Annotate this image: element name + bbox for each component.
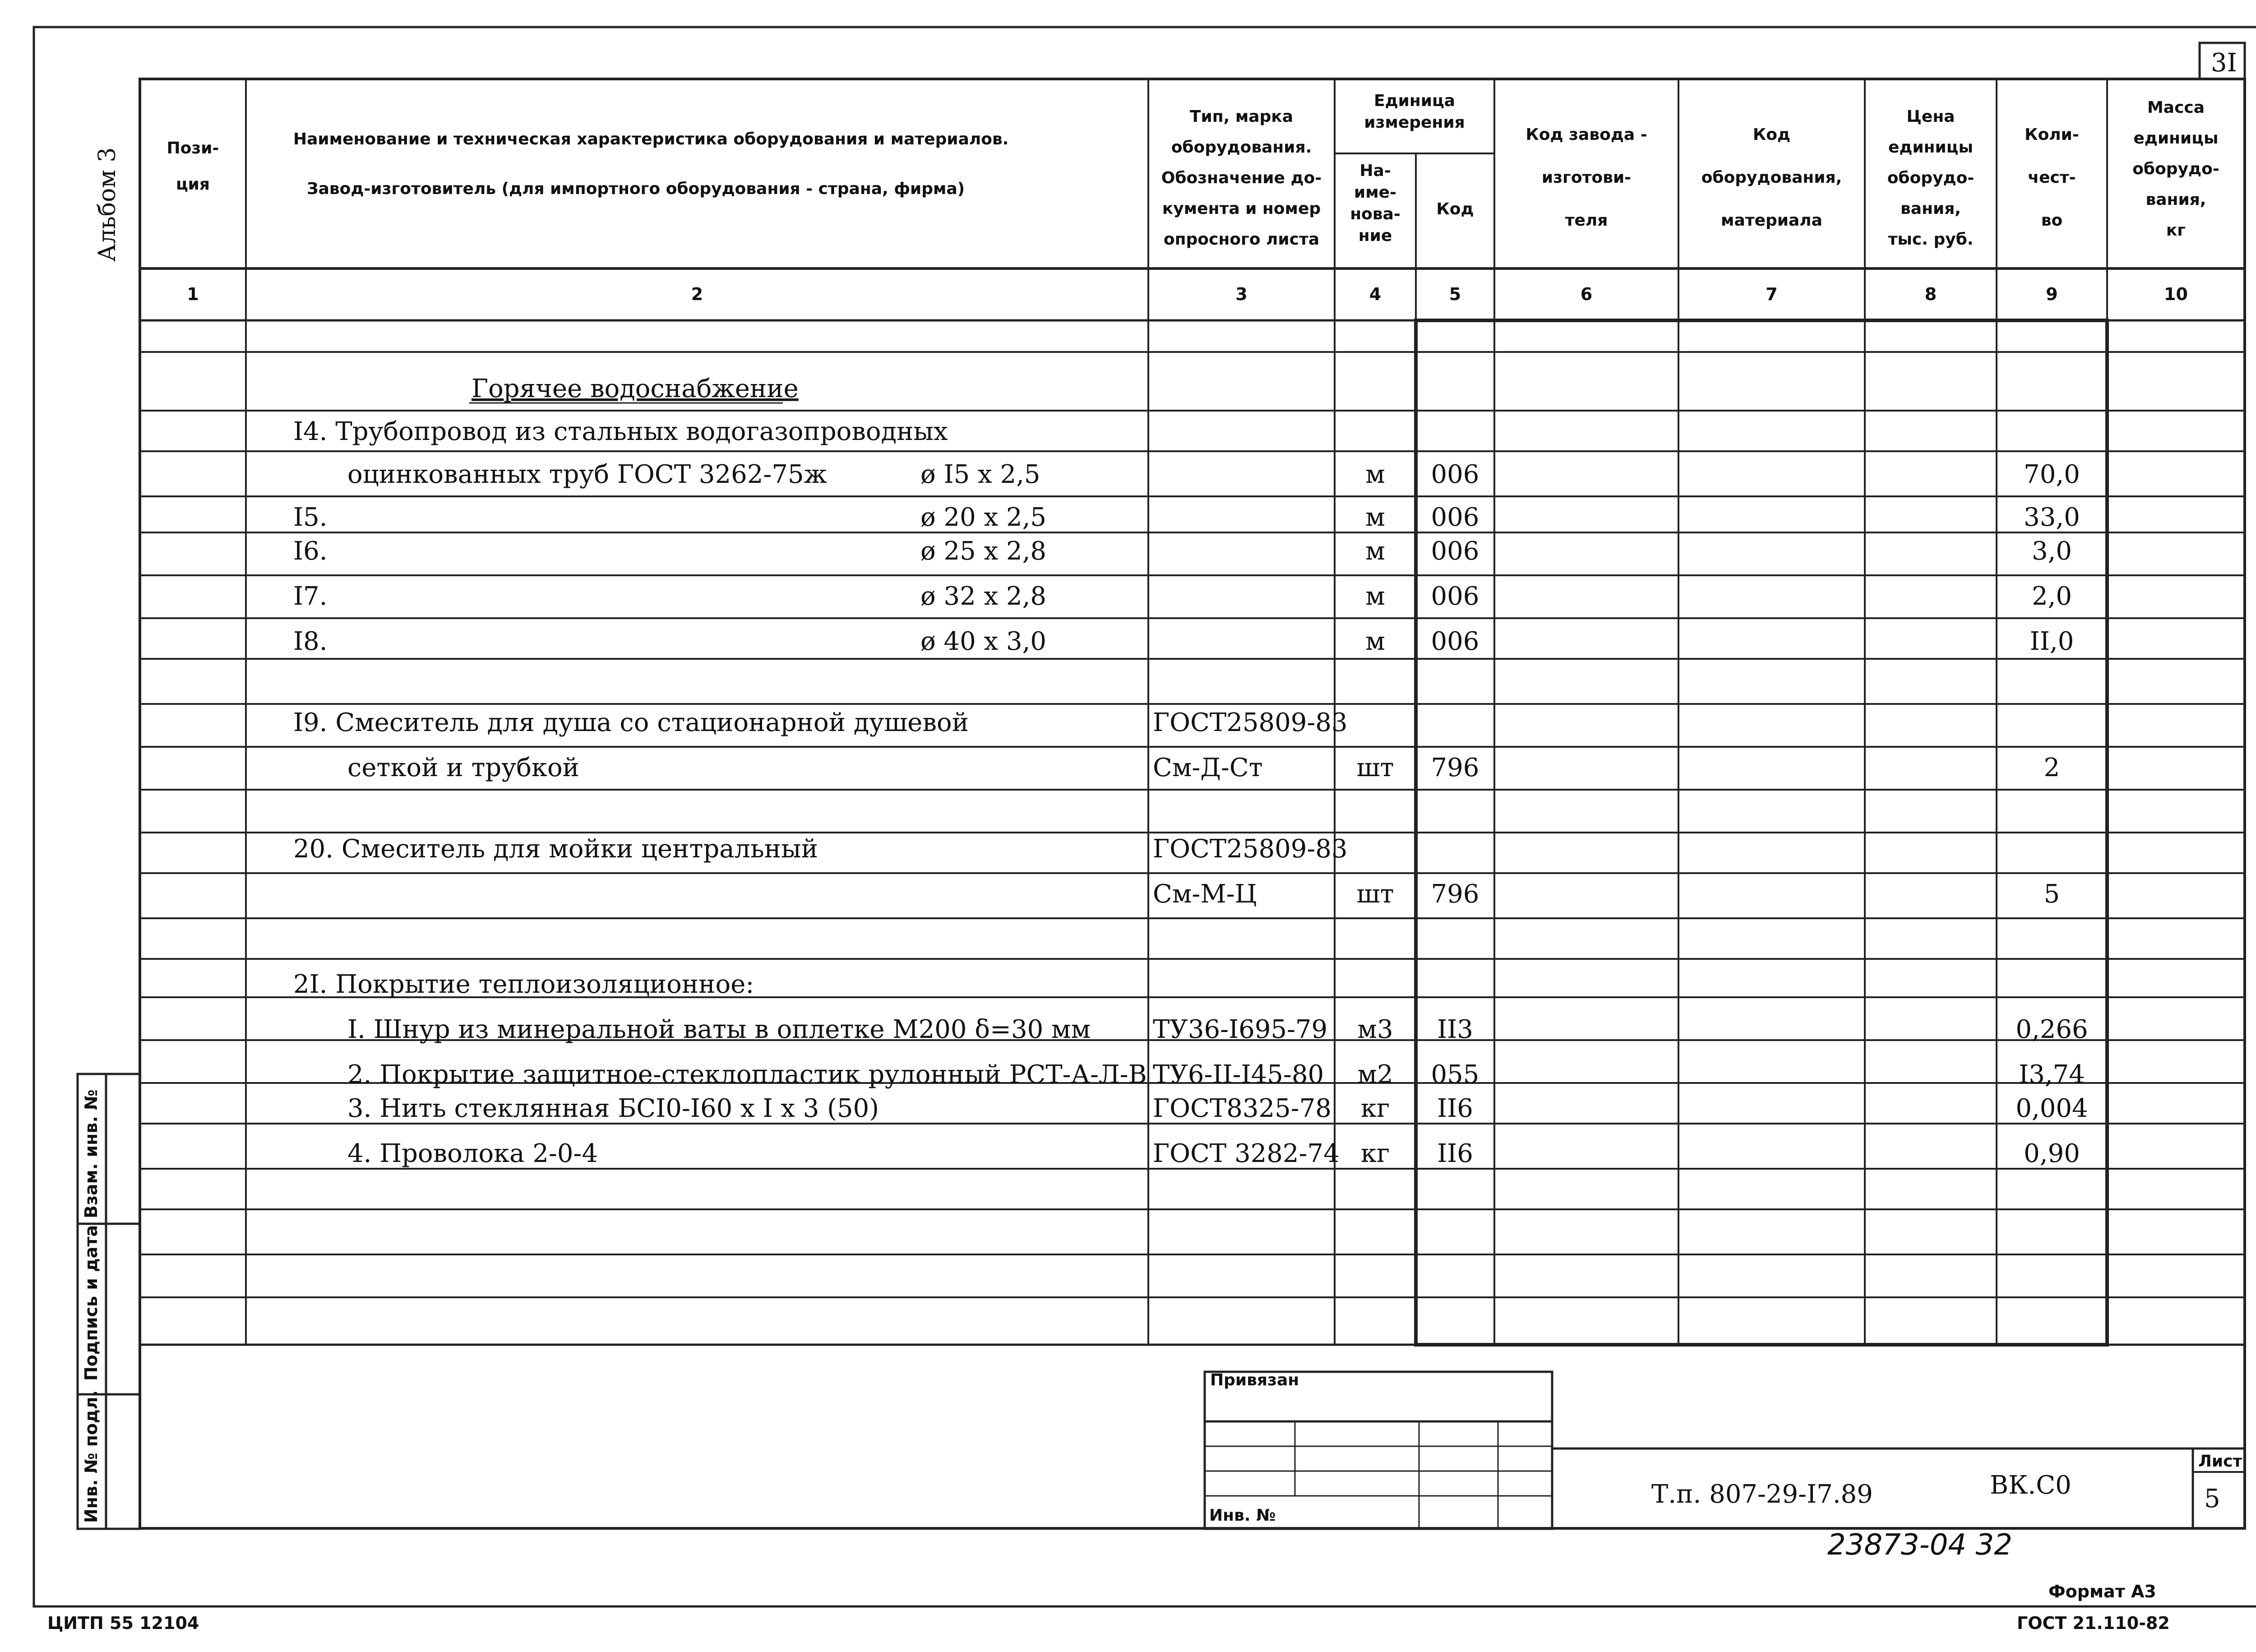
column-number-5: 5 — [1449, 284, 1461, 304]
row-unit-name: м — [1365, 627, 1385, 656]
list-number: 5 — [2204, 1484, 2220, 1513]
row-quantity: 5 — [2043, 879, 2060, 909]
sheet-code: ВК.С0 — [1990, 1471, 2071, 1500]
row-name: I7. — [293, 582, 328, 611]
column-number-6: 6 — [1580, 284, 1593, 304]
row-name: I4. Трубопровод из стальных водогазопроводных — [293, 417, 948, 446]
vzam-inv-label: Взам. инв. № — [81, 1089, 101, 1218]
header-tip-marka-line-3: кумента и номер — [1162, 199, 1321, 218]
header-kod-oborudovaniya-line-0: Код — [1752, 125, 1791, 144]
row-unit-name: м — [1365, 503, 1385, 532]
document-code: Т.п. 807-29-I7.89 — [1651, 1480, 1873, 1509]
header-kod-zavoda-line-0: Код завода - — [1526, 125, 1647, 144]
header-tip-marka-line-4: опросного листа — [1163, 230, 1320, 249]
row-unit-code: 796 — [1431, 879, 1479, 909]
header-tsena-line-4: тыс. руб. — [1888, 230, 1974, 249]
header-tsena-line-1: единицы — [1888, 138, 1974, 157]
row-unit-code: 796 — [1431, 753, 1479, 782]
header-tip-marka-line-0: Тип, марка — [1189, 107, 1294, 126]
podpis-data-label: Подпись и дата — [81, 1225, 101, 1381]
header-massa-line-4: кг — [2166, 221, 2186, 240]
header-edinitsa-line-1: измерения — [1364, 113, 1465, 132]
row-type-mark: ГОСТ 3282-74 — [1153, 1139, 1340, 1168]
row-type-mark: ГОСТ25809-83 — [1153, 708, 1348, 737]
header-naimenovanie-ed-line-3: ние — [1358, 227, 1392, 245]
row-unit-name: м — [1365, 582, 1385, 611]
header-naimenovanie-ed-line-1: име- — [1354, 183, 1397, 202]
header-kolichestvo-line-2: во — [2041, 211, 2063, 230]
column-number-2: 2 — [691, 284, 703, 304]
row-name: I6. — [293, 537, 328, 566]
handwritten-number: 23873-04 32 — [1827, 1528, 2012, 1562]
header-tsena-line-0: Цена — [1906, 107, 1955, 126]
header-naimenovanie-line-0: Наименование и техническая характеристика оборудования и материалов. — [293, 130, 1009, 148]
table-row — [293, 708, 1348, 737]
row-name: 2. Покрытие защитное-стеклопластик рулонный РСТ-А-Л-В — [347, 1060, 1147, 1089]
row-name: оцинкованных труб ГОСТ 3262-75ж — [347, 460, 828, 489]
row-name: 4. Проволока 2-0-4 — [347, 1139, 598, 1168]
footer-left: ЦИТП 55 12104 — [47, 1613, 199, 1633]
header-massa-line-2: оборудо- — [2132, 160, 2219, 178]
row-name: 3. Нить стеклянная БСI0-I60 х I х 3 (50) — [347, 1094, 879, 1123]
header-kolichestvo-line-0: Коли- — [2025, 125, 2079, 144]
row-unit-name: м — [1365, 460, 1385, 489]
row-quantity: 0,90 — [2024, 1139, 2080, 1168]
row-quantity: 2,0 — [2031, 582, 2072, 611]
inv-podl-label: Инв. № подл. — [81, 1390, 101, 1523]
column-number-1: 1 — [187, 284, 199, 304]
row-quantity: 3,0 — [2031, 537, 2072, 566]
album-label: Альбом 3 — [94, 147, 121, 262]
row-unit-code: 006 — [1431, 627, 1479, 656]
header-kod-zavoda-line-1: изготови- — [1541, 168, 1632, 187]
header-tip-marka-line-1: оборудования. — [1171, 138, 1312, 157]
row-name: I8. — [293, 627, 328, 656]
section-title: Горячее водоснабжение — [472, 374, 799, 403]
row-dimension: ø 32 х 2,8 — [920, 582, 1047, 611]
column-number-3: 3 — [1235, 284, 1248, 304]
row-unit-name: м3 — [1357, 1015, 1393, 1044]
row-dimension: ø I5 х 2,5 — [920, 460, 1040, 489]
header-naimenovanie-ed-line-0: На- — [1359, 162, 1391, 180]
header-naimenovanie-line-1: Завод-изготовитель (для импортного оборудования - страна, фирма) — [307, 180, 965, 198]
row-type-mark: ГОСТ25809-83 — [1153, 834, 1348, 864]
row-unit-name: кг — [1360, 1094, 1390, 1123]
table-row — [293, 417, 948, 446]
row-name: сеткой и трубкой — [347, 753, 579, 782]
page-number: 3I — [2211, 48, 2237, 78]
row-unit-name: м2 — [1357, 1060, 1393, 1089]
row-type-mark: ТУ36-I695-79 — [1153, 1015, 1328, 1044]
row-type-mark: См-Д-Ст — [1153, 753, 1263, 782]
row-quantity: 0,266 — [2016, 1015, 2088, 1044]
row-dimension: ø 20 х 2,5 — [920, 503, 1047, 532]
row-quantity: I3,74 — [2019, 1060, 2085, 1089]
row-quantity: II,0 — [2029, 627, 2074, 656]
row-unit-code: 006 — [1431, 582, 1479, 611]
row-name: 20. Смеситель для мойки центральный — [293, 834, 818, 864]
row-quantity: 0,004 — [2016, 1094, 2088, 1123]
header-kod-oborudovaniya-line-2: материала — [1721, 211, 1822, 230]
row-name: I9. Смеситель для душа со стационарной душевой — [293, 708, 969, 737]
inv-no-label: Инв. № — [1209, 1506, 1276, 1525]
row-type-mark: ГОСТ8325-78 — [1153, 1094, 1331, 1123]
header-pozitsiya-line-0: Пози- — [166, 139, 219, 157]
format-label: Формат А3 — [2048, 1582, 2156, 1601]
row-quantity: 33,0 — [2024, 503, 2080, 532]
row-unit-code: II3 — [1437, 1015, 1473, 1044]
row-dimension: ø 25 х 2,8 — [920, 537, 1047, 566]
column-number-4: 4 — [1369, 284, 1382, 304]
header-kod-oborudovaniya-line-1: оборудования, — [1701, 168, 1842, 187]
header-pozitsiya-line-1: ция — [176, 175, 210, 194]
header-edinitsa-line-0: Единица — [1374, 92, 1455, 110]
column-number-10: 10 — [2164, 284, 2188, 304]
header-tip-marka-line-2: Обозначение до- — [1161, 169, 1322, 187]
header-massa-line-3: вания, — [2145, 190, 2206, 209]
row-unit-code: 006 — [1431, 460, 1479, 489]
row-type-mark: См-М-Ц — [1153, 879, 1257, 909]
row-quantity: 2 — [2043, 753, 2060, 782]
row-unit-name: кг — [1360, 1139, 1390, 1168]
row-unit-code: 006 — [1431, 537, 1479, 566]
column-number-7: 7 — [1766, 284, 1778, 304]
row-name: I5. — [293, 503, 328, 532]
column-number-9: 9 — [2046, 284, 2058, 304]
header-tsena-line-3: вания, — [1900, 199, 1961, 218]
row-unit-code: II6 — [1437, 1094, 1473, 1123]
column-number-8: 8 — [1924, 284, 1937, 304]
row-dimension: ø 40 х 3,0 — [920, 627, 1047, 656]
header-massa-line-1: единицы — [2133, 129, 2219, 148]
footer-right: ГОСТ 21.110-82 — [2017, 1613, 2170, 1633]
row-unit-code: 055 — [1431, 1060, 1479, 1089]
row-name: 2I. Покрытие теплоизоляционное: — [293, 970, 754, 999]
header-kod-zavoda-line-2: теля — [1565, 211, 1608, 230]
row-unit-name: шт — [1356, 879, 1394, 909]
table-row — [293, 970, 754, 999]
header-kod-line-0: Код — [1436, 200, 1474, 218]
row-unit-code: 006 — [1431, 503, 1479, 532]
row-type-mark: ТУ6-II-I45-80 — [1153, 1060, 1324, 1089]
list-label: Лист — [2198, 1452, 2242, 1471]
header-tsena-line-2: оборудо- — [1887, 169, 1974, 187]
privyazan-label: Привязан — [1210, 1371, 1299, 1389]
row-quantity: 70,0 — [2024, 460, 2080, 489]
header-naimenovanie-ed-line-2: нова- — [1350, 205, 1401, 223]
row-unit-name: шт — [1356, 753, 1394, 782]
row-unit-code: II6 — [1437, 1139, 1473, 1168]
row-name: I. Шнур из минеральной ваты в оплетке М200 δ=30 мм — [347, 1015, 1091, 1044]
header-kolichestvo-line-1: чест- — [2028, 168, 2076, 187]
row-unit-name: м — [1365, 537, 1385, 566]
header-massa-line-0: Масса — [2147, 98, 2205, 117]
